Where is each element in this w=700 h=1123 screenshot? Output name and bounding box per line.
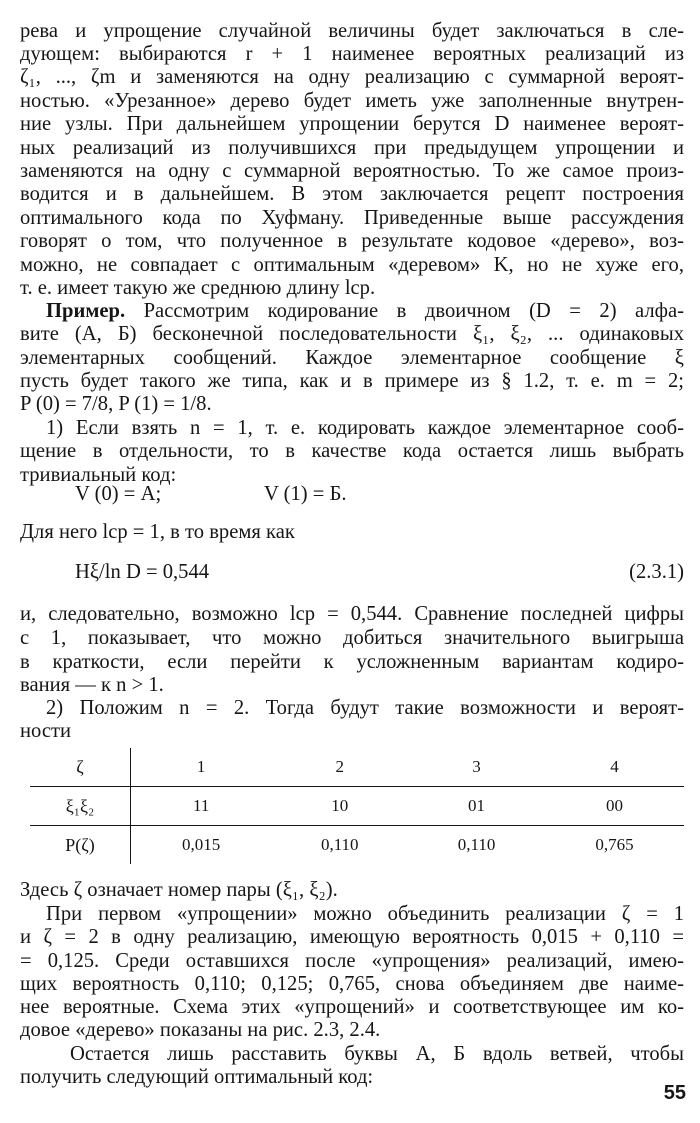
table-cell: 0,110	[320, 835, 359, 854]
merge-line: = 0,125. Среди оставшихся после «упрощения» реализаций, имею-	[20, 950, 684, 972]
text-line: говорят о том, что полученное в результате кодовое «дерево», воз-	[20, 230, 684, 252]
case2-line: ности	[20, 720, 71, 742]
case2-line: 2) Положим n = 2. Тогда будут такие возможности и вероят-	[46, 697, 684, 719]
probability-table	[30, 748, 684, 864]
table-cell: 11	[131, 787, 272, 826]
table-row-header: P(ζ)	[30, 826, 131, 865]
text-line: ζ₁, ..., ζm и заменяются на одну реализацию с суммарной вероят-	[20, 66, 684, 88]
table-cell: 4	[545, 748, 684, 787]
table-row-header: ζ	[30, 748, 131, 787]
example-label: Пример.	[46, 300, 126, 322]
equation-number: (2.3.1)	[629, 561, 684, 583]
lcp-line: Для него lср = 1, в то время как	[20, 521, 295, 543]
text-line: заменяются на одну с суммарной вероятностью. То же самое произ-	[20, 160, 684, 182]
text-line: ностью. «Урезанное» дерево будет иметь уже заполненные внутрен-	[20, 90, 684, 112]
merge-line: При первом «упрощении» можно объединить реализации ζ = 1	[46, 903, 684, 925]
text-line: оптимального кода по Хуфману. Приведенные выше рассуждения	[20, 207, 684, 229]
merge-line: щих вероятность 0,110; 0,125; 0,765, снова объединяем две наиме-	[20, 973, 684, 995]
example-line: вите (А, Б) бесконечной последовательности ξ₁, ξ₂, ... одинаковых	[20, 323, 684, 345]
merge-line: и ζ = 2 в одну реализацию, имеющую вероятность 0,015 + 0,110 =	[20, 926, 684, 948]
table-cell: 0,765	[595, 835, 634, 854]
after-eq-line: с 1, показывает, что можно добиться значительного выигрыша	[20, 627, 684, 649]
table-row	[30, 787, 684, 826]
code-v0: V (0) = А;	[75, 483, 162, 505]
table-cell: 01	[408, 787, 545, 826]
text-line: т. е. имеет такую же среднюю длину lср.	[20, 277, 376, 299]
table-cell: 2	[271, 748, 408, 787]
table-row	[30, 748, 684, 787]
example-line: элементарных сообщений. Каждое элементарное сообщение ξ	[20, 347, 684, 369]
text-line: ние узлы. При дальнейшем упрощении берутся D наименее вероят-	[20, 113, 684, 135]
case1-line: 1) Если взять n = 1, т. е. кодировать каждое элементарное сооб-	[46, 417, 684, 439]
after-eq-line: и, следовательно, возможно lср = 0,544. Сравнение последней цифры	[20, 603, 684, 625]
table-cell: 0,110	[457, 835, 496, 854]
table-cell: 3	[408, 748, 545, 787]
example-line: P (0) = 7/8, P (1) = 1/8.	[20, 393, 212, 415]
final-line: получить следующий оптимальный код:	[20, 1066, 374, 1088]
code-v1: V (1) = Б.	[264, 483, 347, 505]
table-cell: 1	[131, 748, 272, 787]
text-line: можно, не совпадает с оптимальным «деревом» K, но не хуже его,	[20, 254, 684, 276]
example-line-text: Рассмотрим кодирование в двоичном (D = 2) алфа-	[125, 300, 684, 322]
zeta-note: Здесь ζ означает номер пары (ξ₁, ξ₂).	[20, 879, 338, 901]
example-first-line	[46, 299, 684, 324]
table-cell: 0,015	[182, 835, 221, 854]
text-line: водится и в дальнейшем. В этом заключается рецепт построения	[20, 183, 684, 205]
after-eq-line: вания — к n > 1.	[20, 674, 164, 696]
merge-line: довое «дерево» показаны на рис. 2.3, 2.4.	[20, 1019, 381, 1041]
text-line: рева и упрощение случайной величины будет заключаться в сле-	[20, 20, 684, 42]
after-eq-line: в краткости, если перейти к усложненным вариантам кодиро-	[20, 651, 684, 673]
table-row-header: ξ₁ξ₂	[30, 787, 131, 826]
table-row	[30, 826, 684, 865]
case1-line: щение в отдельности, то в качестве кода остается лишь выбрать	[20, 440, 684, 462]
merge-line: нее вероятные. Схема этих «упрощений» и соответствующее им ко-	[20, 996, 684, 1018]
page-number: 55	[663, 1082, 686, 1104]
entropy-formula: Hξ/ln D = 0,544	[75, 561, 210, 583]
table-cell: 10	[271, 787, 408, 826]
example-line: пусть будет такого же типа, как и в примере из § 1.2, т. е. m = 2;	[20, 370, 684, 392]
final-line: Остается лишь расставить буквы А, Б вдоль ветвей, чтобы	[70, 1043, 684, 1065]
text-line: дующем: выбираются r + 1 наименее вероятных реализаций из	[20, 43, 684, 65]
text-line: ных реализаций из получившихся при предыдущем упрощении и	[20, 137, 684, 159]
table-cell: 00	[545, 787, 684, 826]
case1-line: тривиальный код:	[20, 464, 177, 486]
